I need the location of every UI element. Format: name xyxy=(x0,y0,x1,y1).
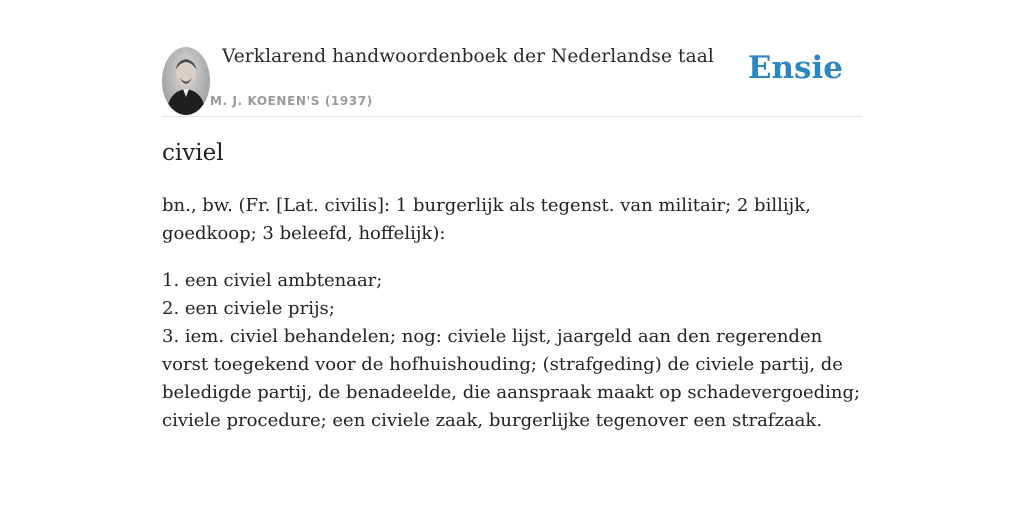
entry-examples xyxy=(162,267,862,435)
entry-headword: civiel xyxy=(162,140,224,166)
dictionary-header xyxy=(162,0,862,117)
book-subtitle: M. J. KOENEN'S (1937) xyxy=(210,94,373,108)
entry-definition: bn., bw. (Fr. [Lat. civilis]: 1 burgerlijk als tegenst. van militair; 2 billijk, goedkoop; 3 beleefd, hoffelijk): xyxy=(162,195,811,244)
example-item: 3. iem. civiel behandelen; nog: civiele lijst, jaargeld aan den regerenden vorst toegekend voor de hofhuishouding; (strafgeding) de civiele partij, de beledigde partij, de benadeelde, die aanspraak maakt op schadevergoeding; civiele procedure; een civiele zaak, burgerlijke tegenover een strafzaak. xyxy=(162,326,861,431)
author-portrait xyxy=(162,47,210,115)
book-title: Verklarend handwoordenboek der Nederlandse taal xyxy=(222,46,714,67)
ensie-logo-link[interactable]: Ensie xyxy=(747,50,843,86)
example-item: 2. een civiele prijs; xyxy=(162,298,335,319)
example-item: 1. een civiel ambtenaar; xyxy=(162,270,383,291)
